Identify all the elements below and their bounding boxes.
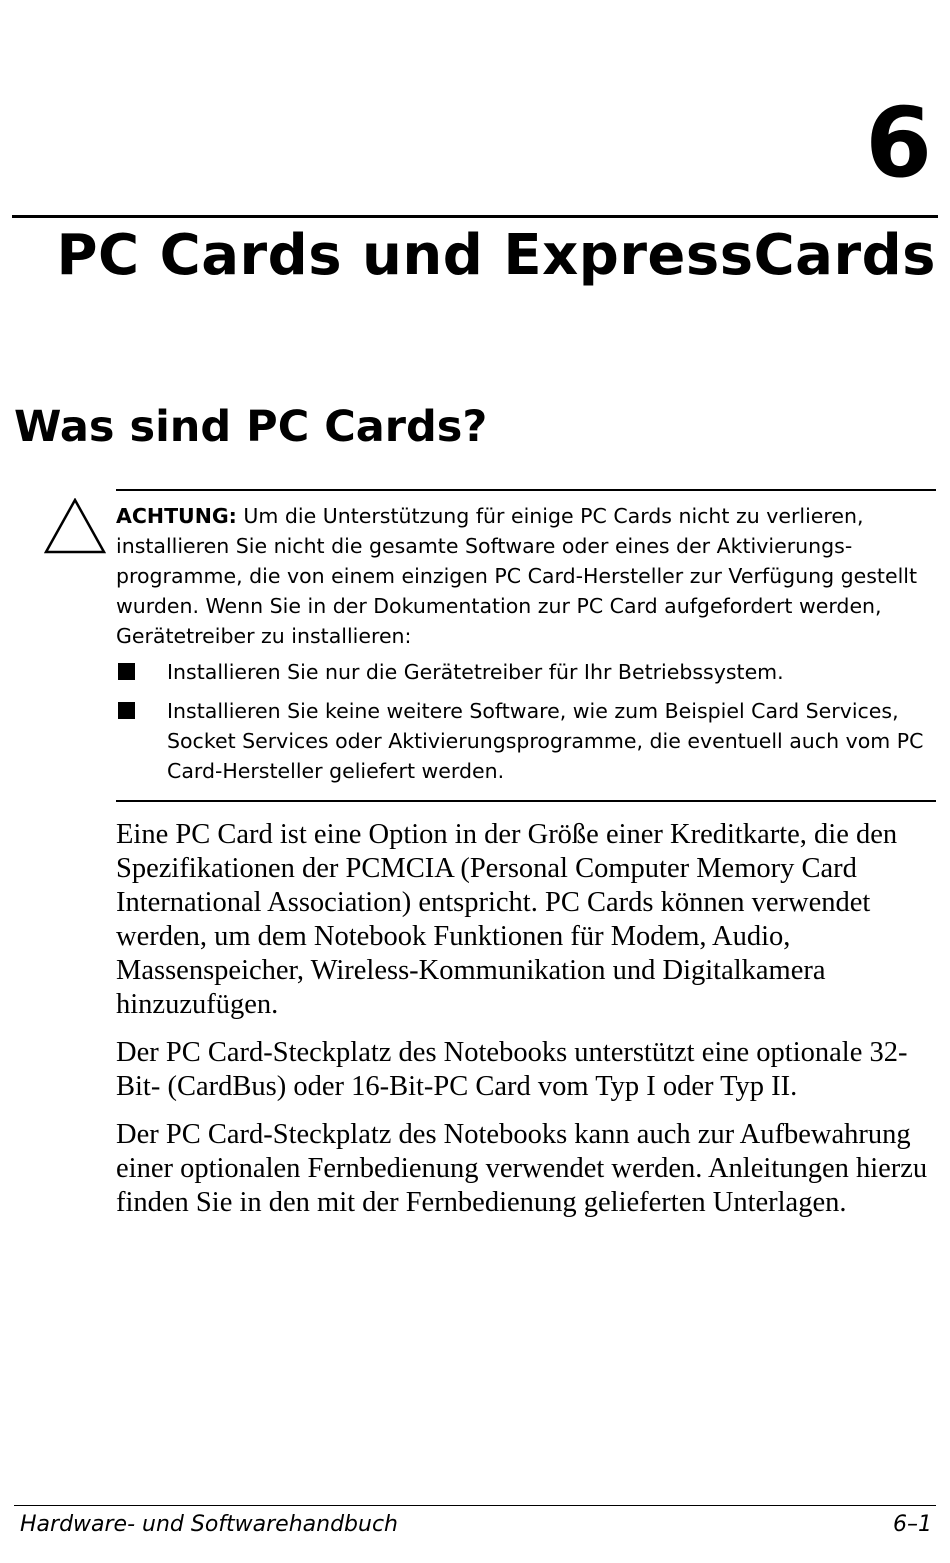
list-item-text: Installieren Sie nur die Gerätetreiber für Ihr Betriebssystem. <box>167 660 784 684</box>
square-bullet-icon <box>118 702 135 719</box>
caution-body: Um die Unterstützung für einige PC Cards nicht zu verlieren, installieren Sie nicht die gesamte Software oder eines der Aktivierungsprogramme, die von einem einzigen PC Card-Hersteller zur Verfügung gestellt wurden. Wenn Sie in der Dokumentation zur PC Card aufgefordert werden, Gerätetreiber zu installieren: <box>116 504 918 648</box>
chapter-number: 6 <box>865 87 932 199</box>
paragraph: Der PC Card-Steckplatz des Notebooks kann auch zur Aufbewahrung einer optionalen Fernbedienung verwendet werden. Anleitungen hierzu finden Sie in den mit der Fernbedienung gelieferten Unterlagen. <box>116 1119 928 1218</box>
chapter-divider <box>12 215 938 218</box>
chapter-title: PC Cards und ExpressCards <box>56 223 936 288</box>
caution-list <box>116 657 936 786</box>
list-item <box>116 696 936 786</box>
paragraph: Eine PC Card ist eine Option in der Größe einer Kreditkarte, die den Spezifikationen der PCMCIA (Personal Computer Memory Card International Association) entspricht. PC Cards können verwendet werden, um dem Notebook Funktionen für Modem, Audio, Massenspeicher, Wireless-Kommunikation und Digitalkamera hinzuzufügen. <box>116 819 898 1020</box>
section-title: Was sind PC Cards? <box>14 402 488 452</box>
body-text <box>116 818 936 1234</box>
footer-book-title: Hardware- und Softwarehandbuch <box>20 1512 398 1537</box>
footer-divider <box>14 1505 936 1506</box>
caution-label: ACHTUNG: <box>116 504 237 528</box>
list-item <box>116 657 936 687</box>
paragraph: Der PC Card-Steckplatz des Notebooks unterstützt eine optionale 32-Bit- (CardBus) oder 16-Bit-PC Card vom Typ I oder Typ II. <box>116 1037 908 1102</box>
list-item-text: Installieren Sie keine weitere Software, wie zum Beispiel Card Services, Socket Services oder Aktivierungsprogramme, die eventuell auch vom PC Card-Hersteller geliefert werden. <box>167 699 924 783</box>
square-bullet-icon <box>118 663 135 680</box>
caution-text <box>116 501 936 651</box>
caution-notice <box>116 489 936 802</box>
footer-page-number: 6–1 <box>893 1512 932 1537</box>
caution-triangle-icon <box>44 498 106 554</box>
